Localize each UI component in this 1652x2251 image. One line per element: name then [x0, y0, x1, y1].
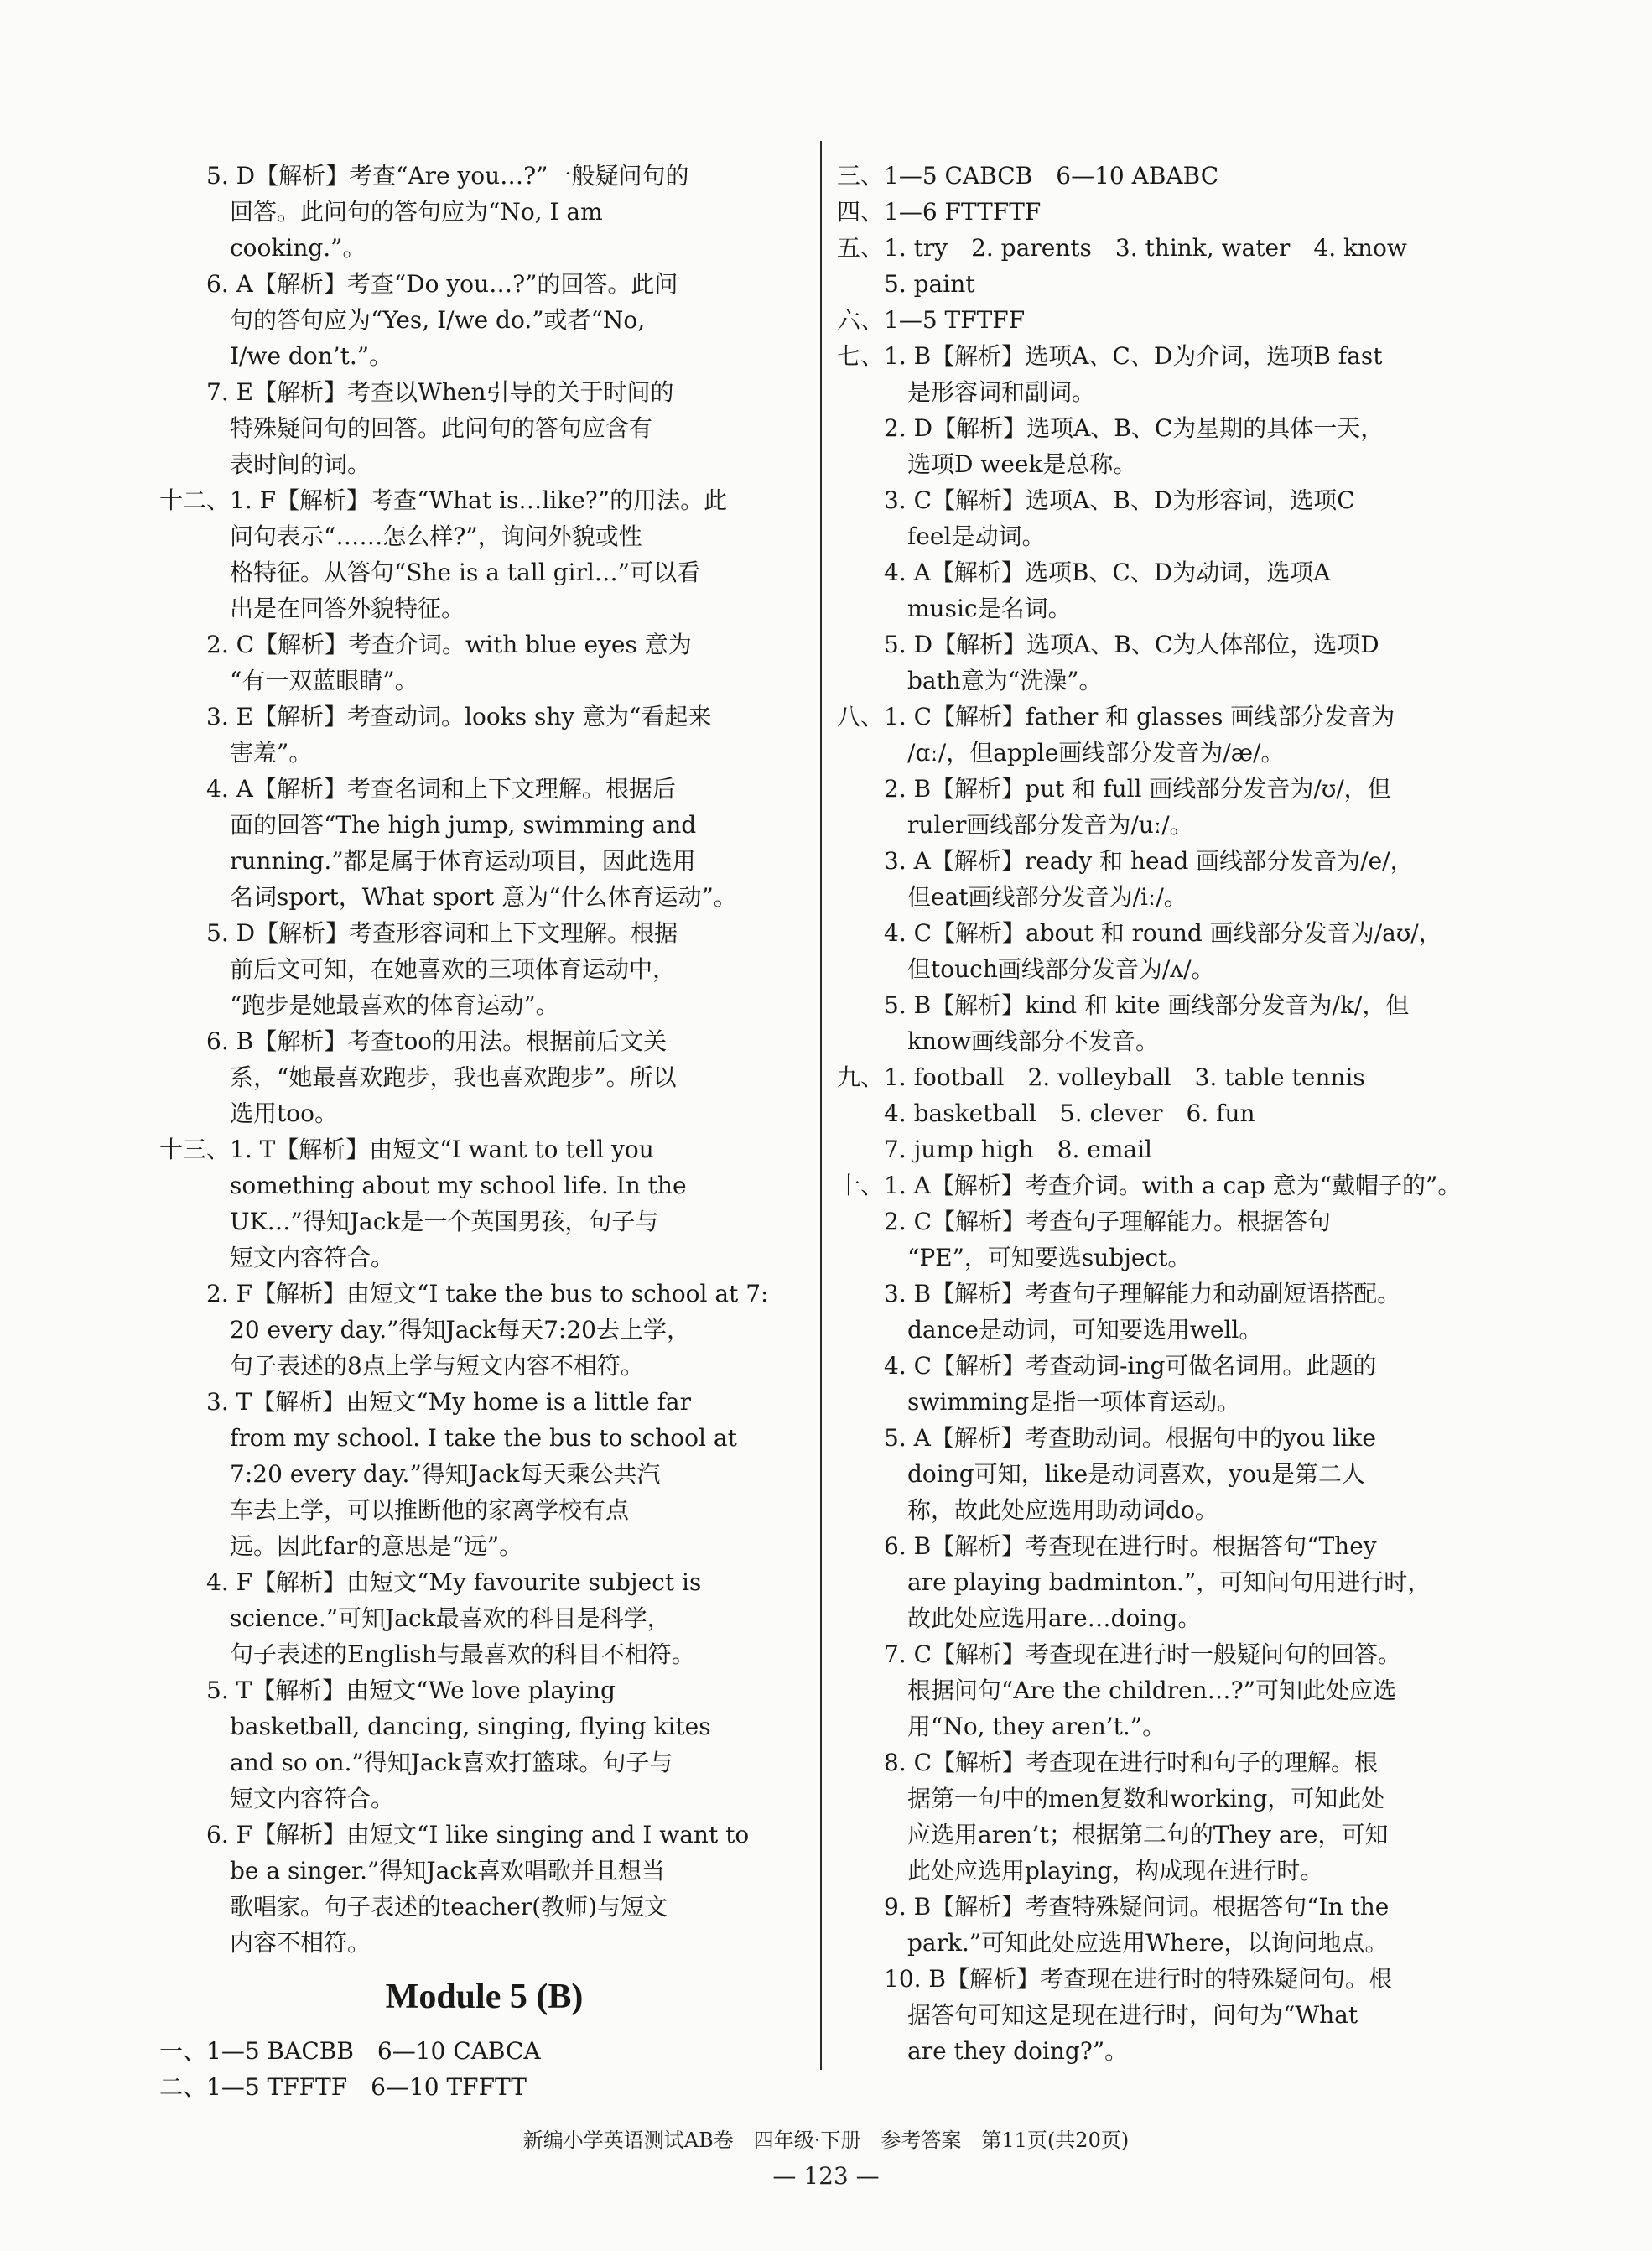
answer-line: know画线部分不发音。 — [837, 1027, 1159, 1055]
answer-line: 一、1—5 BACBB 6—10 CABCA — [159, 2037, 541, 2065]
footer-page-number: — 123 — — [772, 2162, 880, 2190]
answer-line: 4. C【解析】about 和 round 画线部分发音为/aʊ/， — [837, 919, 1442, 947]
answer-line: 特殊疑问句的回答。此问句的答句应含有 — [159, 414, 653, 442]
answer-line: 据第一句中的men复数和working，可知此处 — [837, 1785, 1385, 1812]
right-column — [837, 158, 1491, 2069]
answer-line: 五、1. try 2. parents 3. think, water 4. know — [837, 234, 1407, 262]
answer-line: 害羞”。 — [159, 739, 313, 767]
answer-line: 5. B【解析】kind 和 kite 画线部分发音为/k/，但 — [837, 991, 1410, 1019]
answer-line: be a singer.”得知Jack喜欢唱歌并且想当 — [159, 1857, 665, 1884]
answer-line: 故此处应选用are…doing。 — [837, 1604, 1202, 1632]
answer-line: 2. C【解析】考查介词。with blue eyes 意为 — [159, 631, 692, 658]
left-column — [159, 158, 809, 2105]
answer-line: from my school. I take the bus to school at — [159, 1424, 737, 1452]
answer-line: 2. D【解析】选项A、B、C为星期的具体一天， — [837, 414, 1384, 442]
answer-line: 回答。此问句的答句应为“No, I am — [159, 198, 603, 226]
column-divider — [820, 141, 822, 2070]
answer-line: 十、1. A【解析】考查介词。with a cap 意为“戴帽子的”。 — [837, 1172, 1462, 1199]
answer-line: 5. D【解析】选项A、B、C为人体部位，选项D — [837, 631, 1379, 658]
answer-line: 5. D【解析】考查形容词和上下文理解。根据 — [159, 919, 678, 947]
answer-line: are playing badminton.”，可知问句用进行时， — [837, 1568, 1431, 1596]
answer-line: 八、1. C【解析】father 和 glasses 画线部分发音为 — [837, 703, 1395, 730]
answer-line: 选项D week是总称。 — [837, 450, 1137, 478]
answer-line: cooking.”。 — [159, 234, 366, 262]
answer-line: 句子表述的English与最喜欢的科目不相符。 — [159, 1640, 695, 1668]
answer-line: 九、1. football 2. volleyball 3. table tennis — [837, 1063, 1365, 1091]
answer-line: 三、1—5 CABCB 6—10 ABABC — [837, 162, 1219, 190]
answer-line: 5. paint — [837, 270, 975, 298]
answer-line: 但eat画线部分发音为/iː/。 — [837, 883, 1187, 911]
answer-line: running.”都是属于体育运动项目，因此选用 — [159, 847, 696, 875]
answer-line: 名词sport，What sport 意为“什么体育运动”。 — [159, 883, 737, 911]
answer-line: 4. F【解析】由短文“My favourite subject is — [159, 1568, 702, 1596]
answer-line: 3. A【解析】ready 和 head 画线部分发音为/e/， — [837, 847, 1414, 875]
answer-line: 用“No, they aren’t.”。 — [837, 1713, 1166, 1740]
answer-line: 4. basketball 5. clever 6. fun — [837, 1100, 1255, 1127]
answer-line: 是形容词和副词。 — [837, 378, 1096, 406]
answer-line: 6. B【解析】考查现在进行时。根据答句“They — [837, 1532, 1377, 1560]
answer-line: 远。因此far的意思是“远”。 — [159, 1532, 523, 1560]
answer-line: 但touch画线部分发音为/ʌ/。 — [837, 955, 1215, 983]
answer-line: 5. D【解析】考查“Are you…?”一般疑问句的 — [159, 162, 689, 190]
answer-line: dance是动词，可知要选用well。 — [837, 1316, 1263, 1344]
answer-line: 歌唱家。句子表述的teacher(教师)与短文 — [159, 1893, 668, 1921]
answer-line: 十三、1. T【解析】由短文“I want to tell you — [159, 1136, 654, 1163]
answer-line: 称，故此处应选用助动词do。 — [837, 1496, 1218, 1524]
answer-line: 内容不相符。 — [159, 1929, 371, 1957]
module-heading: Module 5 (B) — [385, 1978, 584, 2016]
answer-line: 7. E【解析】考查以When引导的关于时间的 — [159, 378, 674, 406]
answer-line: I/we don’t.”。 — [159, 342, 393, 370]
answer-line: ruler画线部分发音为/uː/。 — [837, 811, 1193, 839]
answer-line: 5. A【解析】考查助动词。根据句中的you like — [837, 1424, 1376, 1452]
answer-line: 面的回答“The high jump, swimming and — [159, 811, 697, 839]
answer-line: doing可知，like是动词喜欢，you是第二人 — [837, 1460, 1365, 1488]
right-answer-lines — [837, 158, 1491, 2069]
answer-line: swimming是指一项体育运动。 — [837, 1388, 1241, 1416]
answer-line: 10. B【解析】考查现在进行时的特殊疑问句。根 — [837, 1965, 1393, 1993]
answer-line: 系，“她最喜欢跑步，我也喜欢跑步”。所以 — [159, 1063, 677, 1091]
answer-line: 9. B【解析】考查特殊疑问词。根据答句“In the — [837, 1893, 1390, 1921]
answer-line: 格特征。从答句“She is a tall girl…”可以看 — [159, 559, 701, 586]
answer-line: are they doing?”。 — [837, 2037, 1129, 2065]
answer-line: 前后文可知，在她喜欢的三项体育运动中， — [159, 955, 677, 983]
answer-line: 句子表述的8点上学与短文内容不相符。 — [159, 1352, 644, 1380]
answer-line: 表时间的词。 — [159, 450, 371, 478]
answer-line: /ɑː/，但apple画线部分发音为/æ/。 — [837, 739, 1285, 767]
answer-line: 7. C【解析】考查现在进行时一般疑问句的回答。 — [837, 1640, 1402, 1668]
answer-line: UK…”得知Jack是一个英国男孩，句子与 — [159, 1208, 659, 1235]
answer-line: science.”可知Jack最喜欢的科目是科学， — [159, 1604, 671, 1632]
answer-line: bath意为“洗澡”。 — [837, 667, 1103, 694]
left-answer-lines — [159, 158, 809, 1961]
answer-line: 六、1—5 TFTFF — [837, 306, 1026, 334]
answer-line: 3. E【解析】考查动词。looks shy 意为“看起来 — [159, 703, 712, 730]
answer-line: 2. B【解析】put 和 full 画线部分发音为/ʊ/，但 — [837, 775, 1391, 803]
answer-line: feel是动词。 — [837, 522, 1046, 550]
footer-book-info: 新编小学英语测试AB卷 四年级·下册 参考答案 第11页(共20页) — [522, 2129, 1130, 2152]
answer-line: 出是在回答外貌特征。 — [159, 595, 465, 622]
answer-line: 6. A【解析】考查“Do you…?”的回答。此问 — [159, 270, 678, 298]
answer-line: 短文内容符合。 — [159, 1244, 395, 1271]
answer-line: 4. A【解析】选项B、C、D为动词，选项A — [837, 559, 1331, 586]
answer-line: 3. T【解析】由短文“My home is a little far — [159, 1388, 692, 1416]
answer-line: 七、1. B【解析】选项A、C、D为介词，选项B fast — [837, 342, 1383, 370]
answer-line: 2. C【解析】考查句子理解能力。根据答句 — [837, 1208, 1332, 1235]
answer-line: 据答句可知这是现在进行时，问句为“What — [837, 2001, 1358, 2029]
answer-line: 6. B【解析】考查too的用法。根据前后文关 — [159, 1027, 668, 1055]
answer-line: music是名词。 — [837, 595, 1072, 622]
answer-line: 根据问句“Are the children…?”可知此处应选 — [837, 1677, 1397, 1704]
answer-line: 7. jump high 8. email — [837, 1136, 1152, 1163]
answer-line: 选用too。 — [159, 1100, 338, 1127]
answer-line: 3. B【解析】考查句子理解能力和动副短语搭配。 — [837, 1280, 1401, 1307]
answer-line: 短文内容符合。 — [159, 1785, 395, 1812]
answer-line: basketball, dancing, singing, flying kites — [159, 1713, 711, 1740]
answer-line: 6. F【解析】由短文“I like singing and I want to — [159, 1821, 750, 1848]
answer-line: and so on.”得知Jack喜欢打篮球。句子与 — [159, 1749, 673, 1776]
answer-line: 应选用aren’t；根据第二句的They are，可知 — [837, 1821, 1389, 1848]
answer-line: 四、1—6 FTTFTF — [837, 198, 1042, 226]
answer-line: 20 every day.”得知Jack每天7:20去上学， — [159, 1316, 690, 1344]
answer-line: 车去上学，可以推断他的家离学校有点 — [159, 1496, 630, 1524]
answer-line: 4. C【解析】考查动词-ing可做名词用。此题的 — [837, 1352, 1377, 1380]
answer-line: something about my school life. In the — [159, 1172, 687, 1199]
answer-line: 2. F【解析】由短文“I take the bus to school at 7: — [159, 1280, 769, 1307]
answer-line: 二、1—5 TFFTF 6—10 TFFTT — [159, 2073, 527, 2101]
answer-line: park.”可知此处应选用Where，以询问地点。 — [837, 1929, 1389, 1957]
answer-line: 4. A【解析】考查名词和上下文理解。根据后 — [159, 775, 676, 803]
answer-line: 问句表示“……怎么样?”，询问外貌或性 — [159, 522, 642, 550]
answer-line: 7:20 every day.”得知Jack每天乘公共汽 — [159, 1460, 661, 1488]
answer-line: “PE”，可知要选subject。 — [837, 1244, 1192, 1271]
answer-line: 3. C【解析】选项A、B、D为形容词，选项C — [837, 486, 1355, 514]
module-answer-lines — [159, 2033, 809, 2105]
answer-line: 5. T【解析】由短文“We love playing — [159, 1677, 616, 1704]
answer-line: 此处应选用playing，构成现在进行时。 — [837, 1857, 1324, 1884]
answer-line: “有一双蓝眼睛”。 — [159, 667, 418, 694]
answer-line: 句的答句应为“Yes, I/we do.”或者“No, — [159, 306, 646, 334]
answer-line: 十二、1. F【解析】考查“What is…like?”的用法。此 — [159, 486, 728, 514]
answer-line: “跑步是她最喜欢的体育运动”。 — [159, 991, 559, 1019]
answer-line: 8. C【解析】考查现在进行时和句子的理解。根 — [837, 1749, 1379, 1776]
